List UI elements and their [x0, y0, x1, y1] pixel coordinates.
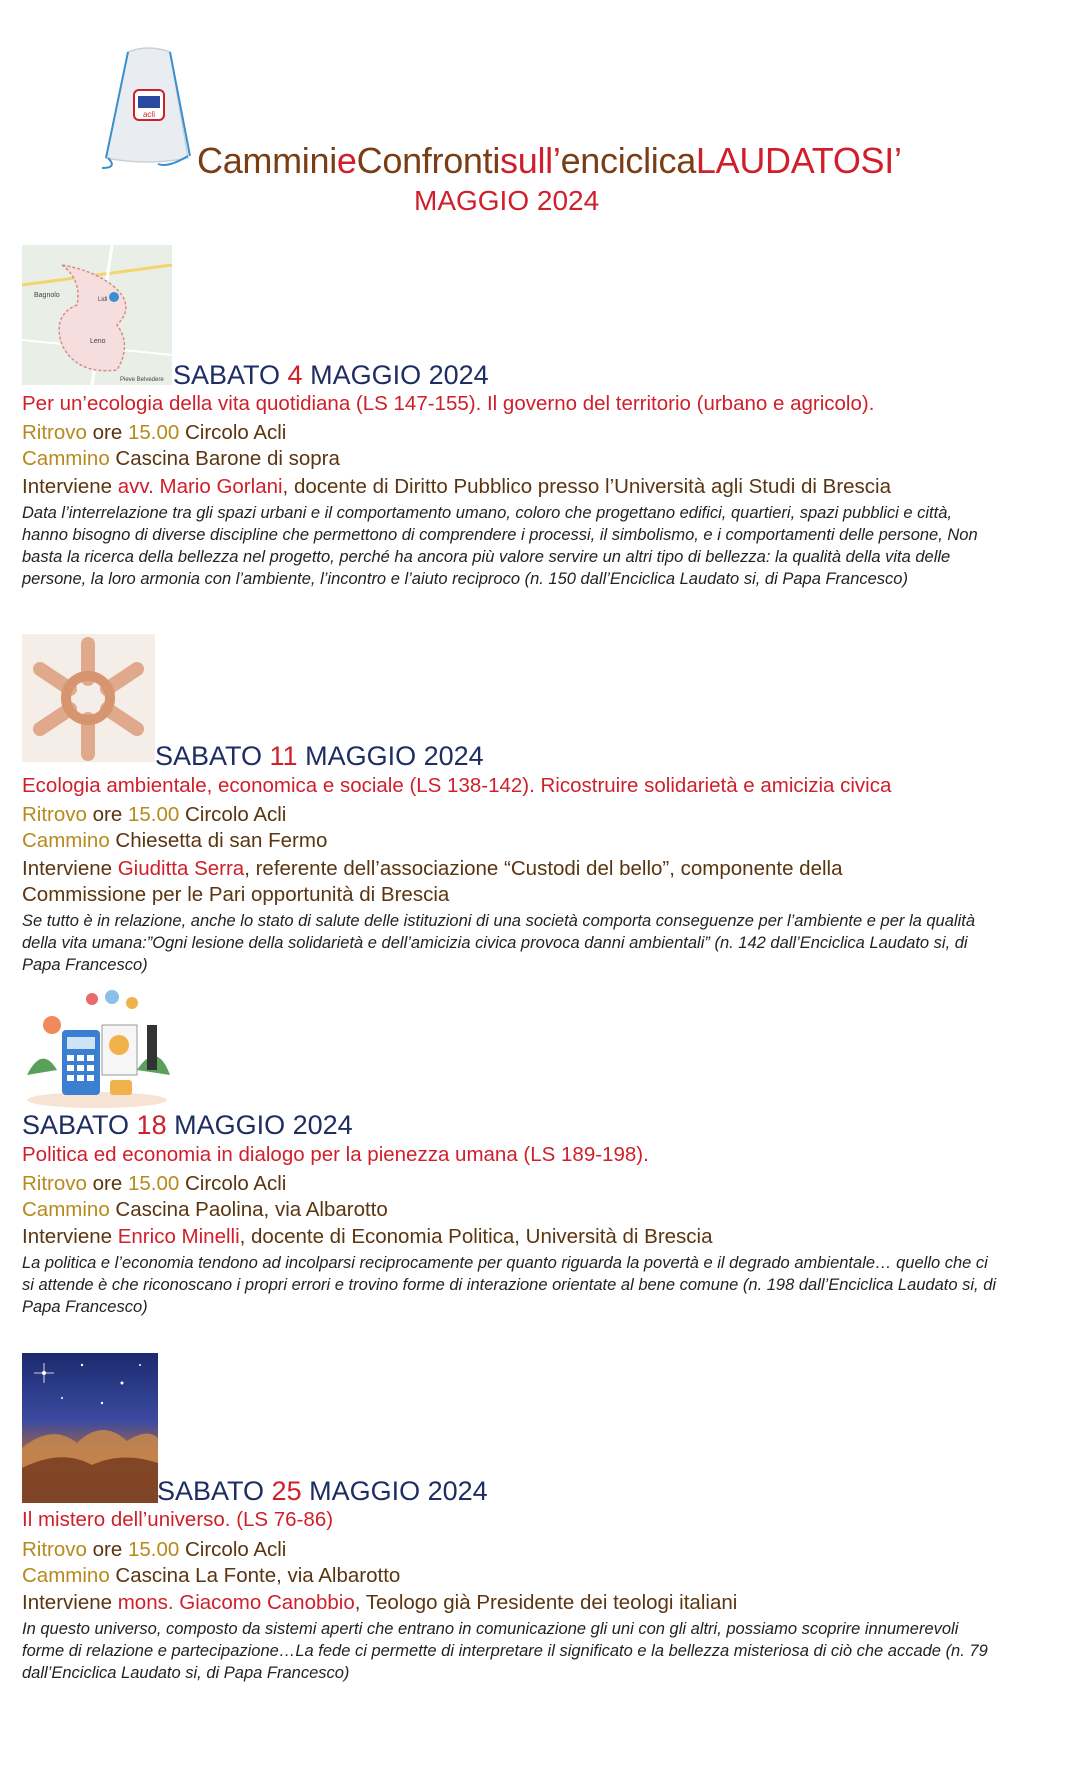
day-number: 4 — [287, 360, 303, 390]
day-number: 18 — [136, 1110, 167, 1140]
event-2-topic: Ecologia ambientale, economica e sociale (LS 138-142). Ricostruire solidarietà e amicizia civica — [22, 774, 892, 797]
event-1-date — [173, 360, 489, 391]
event-4-topic: Il mistero dell’universo. (LS 76-86) — [22, 1508, 334, 1531]
cammino-label: Cammino — [22, 1564, 110, 1587]
event-2-date — [155, 741, 484, 772]
map-thumbnail — [22, 245, 172, 385]
event-2-ritrovo — [22, 803, 286, 827]
ritrovo-time: 15.00 — [127, 421, 180, 444]
map-label-pieve-belvedere: Pieve Belvedere — [120, 377, 164, 383]
event-4-cammino — [22, 1564, 400, 1588]
event-3-date — [22, 1110, 353, 1141]
event-4-speaker — [22, 1591, 737, 1615]
event-2-quote: Se tutto è in relazione, anche lo stato di salute delle istituzioni di una società comporta conseguenze per l’ambiente e per la qualità della vita umana:”Ogni lesione della solidarietà e dell’amicizia civica provoca danni ambientali” (n. 142 dall’Enciclica Laudato si, di Papa Francesco) — [22, 912, 976, 974]
cammino-label: Cammino — [22, 829, 110, 852]
ritrovo-time: 15.00 — [127, 1538, 180, 1561]
event-3-cammino — [22, 1198, 388, 1222]
day-suffix: MAGGIO 2024 — [301, 1476, 488, 1506]
ritrovo-place: Circolo Acli — [179, 1538, 287, 1561]
ritrovo-label: Ritrovo — [22, 421, 87, 444]
ritrovo-label: Ritrovo — [22, 1172, 87, 1195]
cammino-place: Cascina Barone di sopra — [109, 447, 340, 470]
speaker-description: , docente di Economia Politica, Università di Brescia — [239, 1225, 713, 1248]
event-2-speaker — [22, 857, 842, 881]
title-part-cammini: Cammini — [197, 140, 337, 181]
interviene-label: Interviene — [22, 1591, 118, 1614]
speaker-description: , Teologo già Presidente dei teologi italiani — [354, 1591, 738, 1614]
event-1-speaker — [22, 475, 891, 499]
event-2-cammino — [22, 829, 327, 853]
nebula-photo — [22, 1353, 158, 1503]
event-1-cammino — [22, 447, 340, 471]
drawstring-bag-logo — [98, 46, 198, 170]
interviene-label: Interviene — [22, 475, 118, 498]
day-number: 11 — [269, 741, 298, 771]
speaker-description: , docente di Diritto Pubblico presso l’Università agli Studi di Brescia — [282, 475, 892, 498]
title-part-e: e — [336, 140, 357, 181]
cammino-label: Cammino — [22, 447, 110, 470]
speaker-name: Giuditta Serra — [117, 857, 245, 880]
ore-text: ore — [86, 803, 128, 826]
day-suffix: MAGGIO 2024 — [297, 741, 484, 771]
day-suffix: MAGGIO 2024 — [302, 360, 489, 390]
day-prefix: SABATO — [157, 1476, 272, 1506]
acli-logo-text: acli — [142, 110, 156, 119]
event-4-quote: In questo universo, composto da sistemi aperti che entrano in comunicazione gli uni con gli altri, possiamo scoprire innumerevoli forme di relazione e partecipazione…La fede ci permette di interpretare il significato e la bellezza misteriosa di ciò che accade (n. 79 dall’Enciclica Laudato si, di Papa Francesco) — [22, 1620, 988, 1682]
map-label-lidl: Lidl — [98, 297, 108, 303]
speaker-description: , referente dell’associazione “Custodi del bello”, componente della — [244, 857, 843, 880]
event-4-ritrovo — [22, 1538, 286, 1562]
day-number: 25 — [271, 1476, 302, 1506]
cammino-place: Cascina Paolina, via Albarotto — [109, 1198, 388, 1221]
event-1-quote: Data l’interrelazione tra gli spazi urbani e il comportamento umano, coloro che progettano edifici, quartieri, spazi pubblici e città, hanno bisogno di diverse discipline che permettono di comprendere i processi, il simbolismo, e i comportamenti delle persone, Non basta la ricerca della bellezza nel progetto, perché ha ancora più valore servire un altri tipo di bellezza: la qualità della vita delle persone, la loro armonia con l’ambiente, l’incontro e l’aiuto reciproco (n. 150 dall’Enciclica Laudato si, di Papa Francesco) — [22, 504, 978, 588]
speaker-name: Enrico Minelli — [117, 1225, 240, 1248]
ritrovo-label: Ritrovo — [22, 1538, 87, 1561]
event-3-quote: La politica e l’economia tendono ad incolparsi reciprocamente per quanto riguarda la povertà e il degrado ambientale… quello che ci si attende è che riconoscano i propri errori e trovino forme di interazione orientate al bene comune (n. 198 dall’Enciclica Laudato si, di Papa Francesco) — [22, 1254, 997, 1316]
hands-circle-photo — [22, 634, 155, 762]
ritrovo-time: 15.00 — [127, 803, 180, 826]
interviene-label: Interviene — [22, 1225, 118, 1248]
event-1-topic: Per un’ecologia della vita quotidiana (LS 147-155). Il governo del territorio (urbano e agricolo). — [22, 392, 875, 415]
ritrovo-label: Ritrovo — [22, 803, 87, 826]
event-3-topic: Politica ed economia in dialogo per la pienezza umana (LS 189-198). — [22, 1143, 649, 1166]
event-3-speaker — [22, 1225, 713, 1249]
map-label-leno: Leno — [90, 338, 106, 345]
day-prefix: SABATO — [173, 360, 288, 390]
ritrovo-place: Circolo Acli — [179, 803, 287, 826]
cammino-place: Chiesetta di san Fermo — [109, 829, 328, 852]
event-2-speaker-cont: Commissione per le Pari opportunità di Brescia — [22, 883, 450, 906]
title-part-confronti: Confronti — [356, 140, 501, 181]
ritrovo-time: 15.00 — [127, 1172, 180, 1195]
event-4-date — [157, 1476, 488, 1507]
economy-illustration — [22, 985, 172, 1110]
cammino-place: Cascina La Fonte, via Albarotto — [109, 1564, 401, 1587]
speaker-name: avv. Mario Gorlani — [117, 475, 283, 498]
title-part-enciclica: enciclica — [560, 140, 696, 181]
ritrovo-place: Circolo Acli — [179, 1172, 287, 1195]
cammino-label: Cammino — [22, 1198, 110, 1221]
page-subtitle: MAGGIO 2024 — [414, 185, 600, 216]
event-3-ritrovo — [22, 1172, 286, 1196]
map-label-bagnolo: Bagnolo — [34, 292, 60, 299]
day-prefix: SABATO — [22, 1110, 137, 1140]
day-prefix: SABATO — [155, 741, 270, 771]
ore-text: ore — [86, 1172, 128, 1195]
ore-text: ore — [86, 421, 128, 444]
ritrovo-place: Circolo Acli — [179, 421, 287, 444]
ore-text: ore — [86, 1538, 128, 1561]
title-part-sull: sull’ — [500, 140, 561, 181]
day-suffix: MAGGIO 2024 — [166, 1110, 353, 1140]
interviene-label: Interviene — [22, 857, 118, 880]
event-1-ritrovo — [22, 421, 286, 445]
speaker-name: mons. Giacomo Canobbio — [117, 1591, 355, 1614]
page-title — [197, 140, 902, 182]
title-part-laudatosi: LAUDATOSI’ — [695, 140, 902, 181]
